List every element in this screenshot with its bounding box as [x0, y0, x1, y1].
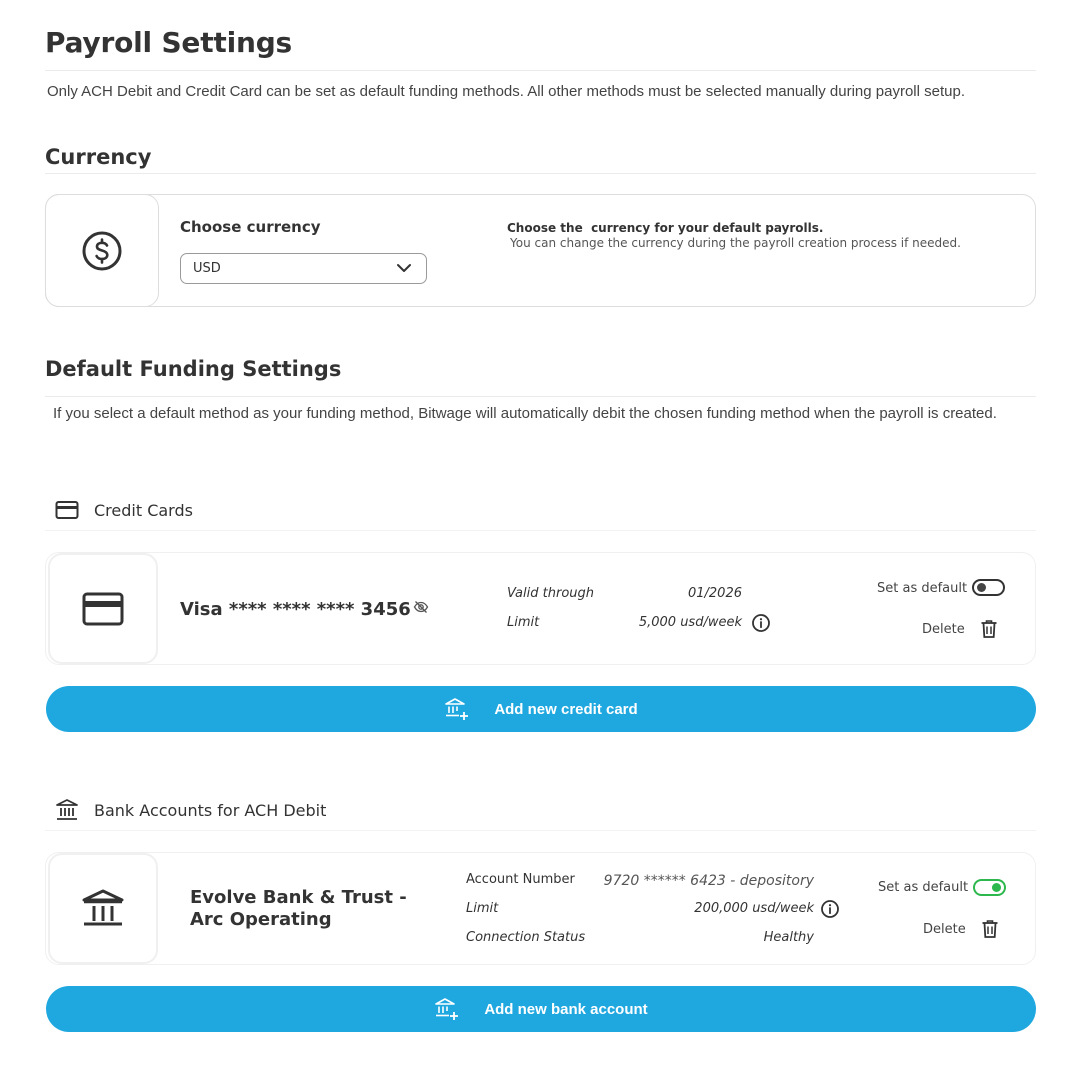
account-number-value: 9720 ****** 6423 - depository — [603, 873, 814, 889]
delete-label[interactable]: Delete — [923, 922, 966, 937]
bank-accounts-divider — [45, 830, 1036, 831]
card-limit-value: 5,000 usd/week — [638, 615, 742, 630]
card-limit-label: Limit — [507, 615, 540, 630]
bank-account-item — [45, 852, 1036, 965]
add-bank-account-button[interactable] — [46, 986, 1036, 1032]
connection-status-label: Connection Status — [466, 930, 586, 945]
funding-description: If you select a default method as your funding method, Bitwage will automatically debit the chosen funding method when the payroll is created. — [53, 405, 997, 422]
info-icon[interactable] — [751, 613, 771, 633]
credit-cards-heading — [55, 500, 193, 520]
bank-add-icon — [434, 997, 460, 1021]
currency-divider — [45, 173, 1036, 174]
currency-help-title: Choose the currency for your default payrolls. — [507, 221, 824, 235]
toggle-knob — [992, 883, 1001, 892]
eye-off-icon[interactable] — [413, 600, 429, 614]
credit-card-item — [45, 552, 1036, 665]
delete-label[interactable]: Delete — [922, 622, 965, 637]
set-default-toggle[interactable] — [973, 879, 1006, 896]
intro-text: Only ACH Debit and Credit Card can be set as default funding methods. All other methods must be selected manually during payroll setup. — [47, 83, 966, 100]
valid-through-label: Valid through — [507, 586, 595, 601]
bank-add-icon — [444, 697, 470, 721]
bank-accounts-heading — [55, 798, 326, 822]
credit-card-icon — [55, 500, 79, 520]
currency-help-body: You can change the currency during the payroll creation process if needed. — [510, 236, 961, 250]
currency-select-value: USD — [193, 261, 221, 276]
funding-section-title: Default Funding Settings — [45, 357, 342, 381]
trash-icon[interactable] — [980, 619, 998, 639]
card-number: Visa **** **** **** 3456 — [180, 599, 411, 620]
set-default-label: Set as default — [878, 880, 969, 895]
add-bank-account-label: Add new bank account — [484, 1000, 648, 1018]
currency-section-title: Currency — [45, 145, 152, 169]
page-title: Payroll Settings — [45, 26, 293, 59]
bank-add-icon-wrap — [444, 697, 470, 721]
add-credit-card-label: Add new credit card — [494, 700, 638, 718]
choose-currency-label: Choose currency — [180, 218, 321, 236]
set-default-label: Set as default — [877, 581, 968, 596]
currency-card — [45, 194, 1036, 307]
trash-icon[interactable] — [981, 919, 999, 939]
bank-add-icon-wrap — [434, 997, 460, 1021]
connection-status-value: Healthy — [763, 930, 814, 945]
bank-limit-value: 200,000 usd/week — [694, 901, 814, 916]
bank-accounts-label: Bank Accounts for ACH Debit — [94, 800, 327, 820]
valid-through-value: 01/2026 — [687, 586, 742, 601]
funding-divider — [45, 396, 1036, 397]
bank-icon — [81, 888, 125, 930]
bank-name: Evolve Bank & Trust - Arc Operating — [190, 887, 407, 930]
add-credit-card-button[interactable] — [46, 686, 1036, 732]
credit-card-icon-box — [48, 553, 158, 664]
currency-icon-box — [45, 194, 159, 307]
account-number-label: Account Number — [466, 872, 575, 887]
title-divider — [45, 70, 1036, 71]
toggle-knob — [977, 583, 986, 592]
info-icon[interactable] — [820, 899, 840, 919]
credit-card-icon — [82, 592, 124, 626]
bank-limit-label: Limit — [466, 901, 499, 916]
set-default-toggle[interactable] — [972, 579, 1005, 596]
bank-icon-box — [48, 853, 158, 964]
credit-cards-divider — [45, 530, 1036, 531]
dollar-circle-icon — [81, 230, 123, 272]
currency-select[interactable] — [180, 253, 427, 284]
chevron-down-icon — [396, 262, 412, 274]
bank-icon — [55, 798, 79, 822]
credit-cards-label: Credit Cards — [94, 500, 193, 520]
